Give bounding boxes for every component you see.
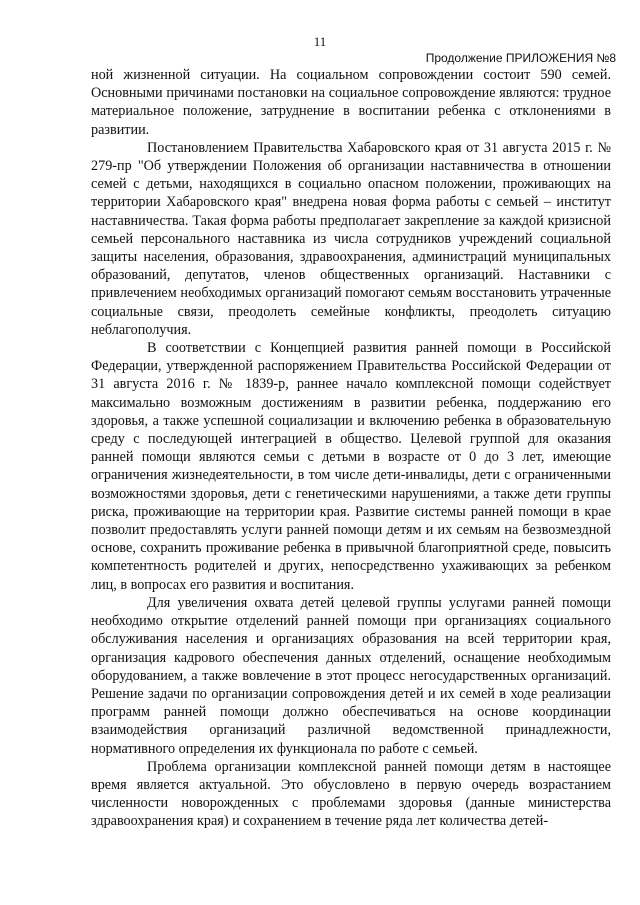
paragraph-2: Постановлением Правительства Хабаровского края от 31 августа 2015 г. № 279-пр "Об утверждении Положения об организации наставничества в отношении семей с детьми, находящихся в социально опасном положении, проживающих на территории Хабаровского края" внедрена новая форма работы с семьей – институт наставничества. Такая форма работы предполагает закрепление за каждой кризисной семьей персонального наставника из числа сотрудников учреждений социальной защиты населения, образования, здравоохранения, администраций муниципальных образований, депутатов, членов общественных организаций. Наставники с привлечением необходимых организаций помогают семьям восстановить утраченные социальные связи, преодолеть семейные конфликты, преодолеть ситуацию неблагополучия. [91,139,611,338]
paragraph-1: ной жизненной ситуации. На социальном сопровождении состоит 590 семей. Основными причинами постановки на социальное сопровождение являются: трудное материальное положение, затруднение в воспитании ребенка с отклонениями в развитии. [91,67,611,138]
paragraph-5: Проблема организации комплексной ранней помощи детям в настоящее время является актуальной. Это обусловлено в первую очередь возрастанием численности новорожденных с проблемами здоровья (данные министерства здравоохранения края) и сохранением в течение ряда лет количества детей- [91,758,611,830]
document-body [91,66,611,831]
appendix-note: Продолжение ПРИЛОЖЕНИЯ №8 [425,51,616,65]
paragraph-4: Для увеличения охвата детей целевой группы услугами ранней помощи необходимо открытие отделений ранней помощи при организациях социального обслуживания населения и организациях образования на всей территории края, организация кадрового обеспечения данных отделений, оснащение необходимым оборудованием, а также вовлечение в этот процесс негосударственных организаций. Решение задачи по организации сопровождения детей и их семей в ходе реализации программ ранней помощи должно обеспечиваться на основе координации взаимодействия организаций различной ведомственной принадлежности, нормативного определения их функционала по работе с семьей. [91,594,611,757]
page-number: 11 [313,34,327,49]
paragraph-3: В соответствии с Концепцией развития ранней помощи в Российской Федерации, утвержденной распоряжением Правительства Российской Федерации от 31 августа 2016 г. № 1839-р, раннее начало комплексной помощи содействует максимально возможным достижениям в развитии ребенка, поддержанию его здоровья, а также успешной социализации и включению ребенка в образовательную среду с последующей интеграцией в общество. Целевой группой для оказания ранней помощи являются семьи с детьми в возрасте от 0 до 3 лет, имеющие ограничения жизнедеятельности, в том числе дети-инвалиды, дети с ограниченными возможностями здоровья, дети с генетическими нарушениями, а также дети группы риска, проживающие на территории края. Развитие системы ранней помощи в крае позволит предоставлять услуги ранней помощи детям и их семьям на безвозмездной основе, сохранить проживание ребенка в привычной благоприятной среде, повысить компетентность родителей и других, непосредственно ухаживающих за ребенком лиц, в вопросах его развития и воспитания. [91,340,611,593]
